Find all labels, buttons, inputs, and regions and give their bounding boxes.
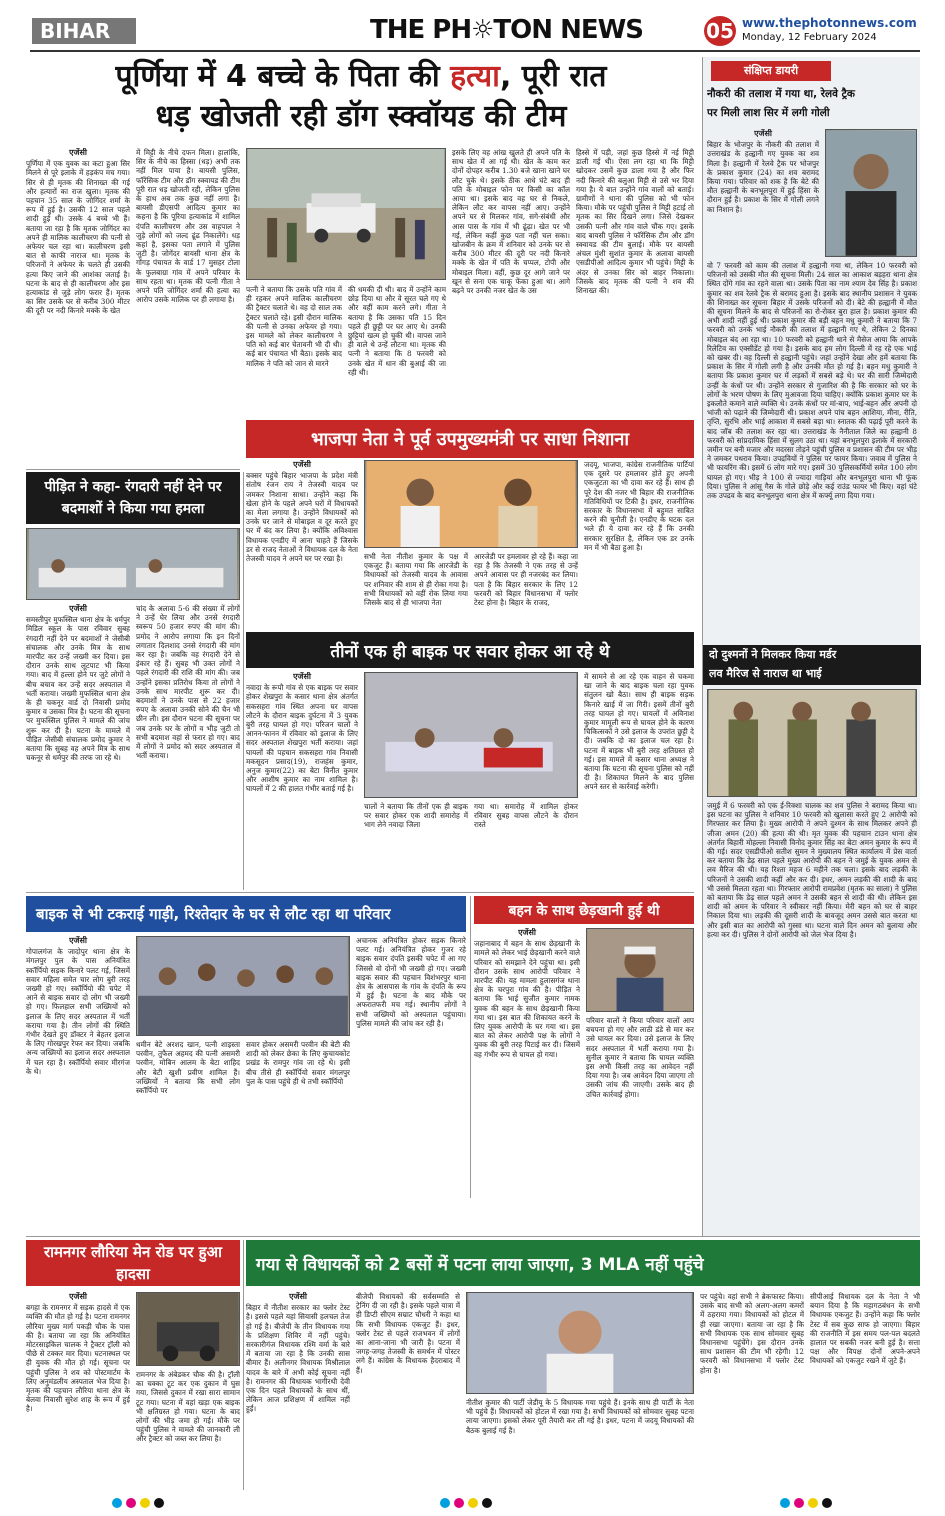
truck-byline: एजेंसी <box>69 936 87 945</box>
bike-photo <box>364 672 578 798</box>
divider-mid-row <box>26 892 694 893</box>
gaya-col-5-text: सीपीआई विधायक दल के नेता ने भी बयान दिया है कि महागठबंधन के सभी विधायक एकजुट हैं। उन्होंने कहा कि फ्लोर टेस्ट में सब कुछ साफ हो जाएगा। बिहार की राजनीति में इस समय पल-पल बदलते हालात पर सबकी नजर बनी हुई है। सत्ता पक्ष और विपक्ष दोनों अपने-अपने विधायकों को एकजुट रखने में जुटे हैं। <box>810 1292 920 1366</box>
lead-photo <box>246 148 446 280</box>
divider-col-a <box>243 472 244 890</box>
sidebar-story1-headline <box>707 85 917 125</box>
registration-dot-black <box>154 1498 164 1508</box>
hospital-photo-icon <box>27 529 239 599</box>
police-vehicle-photo-icon <box>247 149 445 279</box>
truck-col-1-text: गोपालगंज के जादोपुर थाना क्षेत्र के मंगलपुर पुल के पास अनियंत्रित स्कॉर्पियो सड़क किनारे पलट गई, जिसमें सवार महिला समेत चार लोग बुरी तरह जख्मी हो गए। स्कॉर्पियो की चपेट में आने से बाइक सवार दो लोग भी जख्मी हो गए। फिलहाल सभी जख्मियों को इलाज के लिए सदर अस्पताल में भर्ती कराया गया है। तीन लोगों की स्थिति गंभीर देखते हुए डॉक्टर ने बेहतर इलाज के लिए गोरखपुर रेफर कर दिया। जबकि अन्य जख्मियों का इलाज सदर अस्पताल में चल रहा है। स्कॉर्पियो सवार मीरगंज के थे। <box>26 947 130 1076</box>
bjp-byline: एजेंसी <box>293 460 311 469</box>
gaya-col-4 <box>700 1292 804 1488</box>
pidit-col-2 <box>136 604 240 890</box>
ramnagar-col-1 <box>26 1292 130 1488</box>
truck-col-2-text: थमीन बेटे अरशद खान, पत्नी शाइस्ता परवीन, तुफैल अहमद की पत्नी असमरी परवीन, मोबिन आलम के बेटा शाहिद और बेटी खुशी प्रवीण शामिल हैं। जख्मियों ने बताया कि सभी लोग स्कॉर्पियो पर <box>136 1040 240 1096</box>
gaya-byline: एजेंसी <box>289 1292 307 1301</box>
sidebar <box>702 57 920 1237</box>
sidebar-story1-headline-line2: पर मिली लाश सिर में लगी गोली <box>707 107 830 119</box>
lead-headline-part1: पूर्णिया में 4 बच्चे के पिता की <box>115 59 451 94</box>
lead-col-3-text: पत्नी ने बताया कि उसके पति गांव में ही रहकर अपने मालिक कालीचरण की ट्रैक्टर चलाते थे। वह दो साल तक ट्रैक्टर चलाते रहे। इसी दौरान मालिक की पत्नी से उनका अफेयर हो गया। इस मामले को लेकर कालीचरण ने पति को कई बार चेतावनी भी दी थी। कई बार पंचायत भी बैठा। इसके बाद मालिक ने पति को जान से मारने <box>246 285 342 368</box>
leaders-photo-icon <box>365 461 577 547</box>
lead-col-6 <box>576 148 694 466</box>
sister-col-1-text: जहानाबाद में बहन के साथ छेड़खानी के मामले को लेकर भाई छेड़खानी करने वाले परिवार को समझाने देने पहुंचा था। इसी दौरान उसके साथ आरोपी परिवार ने मारपीट की। यह मामला हुलासगंज थाना क्षेत्र के चरपुरा गांव की है। पीड़ित ने बताया कि भाई सुजीत कुमार नामक युवक की बहन के साथ छेड़खानी किया गया था। इस बात की शिकायत करने के लिए युवक आरोपी के घर गया था। इस बात को लेकर आरोपी पक्ष के लोगों ने युवक की बुरी तरह पिटाई कर दी। जिसमें वह गंभीर रूप से घायल हो गया। <box>474 939 580 1059</box>
sidebar-label-text: संक्षिप्त डायरी <box>743 64 799 77</box>
sidebar-story2-headline-line2: लव मैरिज से नाराज था भाई <box>709 667 822 680</box>
lead-headline-line1 <box>26 57 696 97</box>
gaya-photo <box>466 1292 694 1394</box>
sister-photo <box>586 928 694 1012</box>
truck-col-2 <box>136 1040 240 1198</box>
bjp-col-1-text: बक्सर पहुंचे बिहार भाजपा के प्रदेश मंत्री संतोष रंजन राय ने तेजस्वी यादव पर जमकर निशाना साधा। उन्होंने कहा कि खेला होने के पहले अपने घरों में विधायकों का मेला लगाया है। उन्होंने विधायकों को उनके घर जाने से मोबाइल व दूर करते हुए घर में बंद कर लिया है। क्योंकि अविश्वास विधायक एनडीए में आना चाहते हैं जिसके डर से राजद नेताओं ने विधायक दल के नेता तेजस्वी यादव ने अपने घर पर रखा है। <box>246 471 358 564</box>
gaya-headline: गया से विधायकों को 2 बसों में पटना लाया जाएगा, 3 MLA नहीं पहुंचे <box>246 1240 920 1286</box>
gaya-col-4-text: पर पहुंचे। वहां सभी ने ब्रेकफास्ट किया। उसके बाद सभी को अलग-अलग कमरों में ठहराया गया। विधायकों को होटल में ही रखा जाएगा। बताया जा रहा है कि सभी विधायक एक साथ सोमवार सुबह विधानसभा पहुंचेंगे। इस दौरान उनके साथ प्रशासन की टीम भी रहेगी। 12 फरवरी को विधानसभा में फ्लोर टेस्ट होना है। <box>700 1292 804 1375</box>
registration-dot-black-3 <box>822 1498 832 1508</box>
masthead <box>0 0 945 50</box>
gaya-col-2 <box>356 1292 460 1488</box>
crowd-hospital-photo-icon <box>137 937 349 1035</box>
registration-dot-cyan-2 <box>440 1498 450 1508</box>
gaya-col-3-text: नीतीश कुमार की पार्टी जेडीयू के 5 विधायक गया पहुंचे हैं। इनके साथ ही पार्टी के नेता भी पहुंचे हैं। विधायकों को होटल में रखा गया है। सभी विधायकों को सोमवार सुबह पटना लाया जाएगा। इसको लेकर पूरी तैयारी कर ली गई है। इधर, पटना में जदयू विधायकों की बैठक बुलाई गई है। <box>466 1398 694 1435</box>
lead-col-5 <box>452 148 570 466</box>
bjp-col-2 <box>364 552 468 626</box>
registration-dot-yellow-2 <box>468 1498 478 1508</box>
lead-headline-line2: धड़ खोजती रही डॉग स्क्वॉयड की टीम <box>155 99 567 134</box>
sister-byline: एजेंसी <box>518 928 536 937</box>
bjp-col-3 <box>474 552 578 626</box>
lead-headline-highlight: हत्या <box>450 59 500 94</box>
bjp-col-4-text: जदयू, भाजपा, कांग्रेस राजनीतिक पार्टियां एक दूसरे पर हमलावर होते हुए अपनी एकजुटता का भी दावा कर रहे हैं। साथ ही पूरे देश की नजर भी बिहार की राजनीतिक गतिविधियों पर टिकी है। इधर, राजनीतिक सरकार के विधानसभा में बहुमत साबित करने की चुनौती है। एनडीए के घटक दल भले ही ये दावा कर रहे हैं कि उनकी सरकार सुरक्षित है, लेकिन एक डर उनके मन में भी बैठा हुआ है। <box>584 460 694 552</box>
lead-byline: एजेंसी <box>69 148 87 157</box>
divider-lead-bottom <box>26 469 240 470</box>
lead-col-2 <box>136 148 240 466</box>
sidebar-story1-headline-line1: नौकरी की तलाश में गया था, रेलवे ट्रैक <box>707 88 855 100</box>
truck-col-1 <box>26 936 130 1198</box>
truck-col-3 <box>246 1040 350 1198</box>
bike-col-1-text: नवादा के रूपौ गांव से एक बाइक पर सवार होकर शेखपुरा के कसार थाना क्षेत्र अंतर्गत सकसहरा गांव स्थित अपना घर वापस लौटने के दौरान बाइक दुर्घटना में 3 युवक बुरी तरह घायल हो गए। परिजन चालों ने आनन-फानन में रविवार को इलाज के लिए सदर अस्पताल शेखपुरा भर्ती कराया। जहां घायलों की पहचान सकसहरा गांव निवासी मकसूदन प्रसाद(19), राजहंस कुमार, अनुज कुमार(22) का बेटा विनीत कुमार और आशीष कुमार का नाम शामिल है। घायलों में 2 की हालत गंभीर बताई गई है। <box>246 683 358 794</box>
registration-dot-magenta <box>126 1498 136 1508</box>
bjp-col-3-text: आरजेडी पर हमलावर हो रहे हैं। कहा जा रहा है कि तेजस्वी ने एक तरह से उन्हें अपने आवास पर ही नजरबंद कर लिया। पता है कि बिहार सरकार के लिए 12 फरवरी को बिहार विधानसभा में फ्लोर टेस्ट होना है। बिहार के राजद, <box>474 552 578 608</box>
sidebar-story2-headline-line1: दो दुश्मनों ने मिलकर किया मर्डर <box>709 648 837 661</box>
ramnagar-col-2-text: रामनगर के अंबेडकर चौक की है। ट्रॉली का चक्का टूट कर एक दुकान में घुस गया, जिससे दुकान में रखा सारा सामान टूट गया। घटना में वहां खड़ा एक बाइक भी क्षतिग्रस्त हो गया। घटना के बाद लोगों की भीड़ जमा हो गई। मौके पर पहुंची पुलिस ने मामले की जानकारी ली और ट्रैक्टर को जब्त कर लिया है। <box>136 1370 240 1444</box>
registration-dot-cyan <box>112 1498 122 1508</box>
masthead-divider <box>30 50 920 52</box>
sister-col-2-text: परिवार वालों ने किया परिवार वालों आप बचपना हो गए और लाठी डंडे से मार कर उसे घायल कर दिया। उसे इलाज के लिए सदर अस्पताल में भर्ती कराया गया है। सुनील कुमार ने बताया कि घायल व्यक्ति इस अभी किसी तरह का आवेदन नहीं दिया गया है। जब आवेदन दिया जाएगा तो उसकी जांच की जाएगी। उसके बाद ही उचित कार्रवाई होगा। <box>586 1016 694 1099</box>
sidebar-story2-headline <box>703 645 921 685</box>
ramnagar-photo <box>136 1292 240 1366</box>
pidit-col-1-text: समस्तीपुर मुफस्सिल थाना क्षेत्र के धर्मपुर मिडिल स्कूल के पास रविवार सुबह रंगदारी नहीं देने पर बदमाशों ने जेसीबी संचालक और उनके मित्र के साथ मारपीट कर उन्हें जख्मी कर दिया। इस दौरान उनके साथ लूटपाट भी किया गया। बाद में हल्ला होने पर जुटे लोगों ने बीच बचाव कर उन्हें सदर अस्पताल में भर्ती कराया। जख्मी मुफस्सिल थाना क्षेत्र के ही चकनूर वार्ड दो निवासी प्रमोद कुमार व उसका मित्र है। घटना की सूचना पर मुफस्सिल पुलिस ने मामले की जांच शुरू कर दी है। घटना के मामले में पीड़ित जेसीबी संचालक प्रमोद कुमार ने बताया कि सुबह वह अपने मित्र के साथ चकनूर से धर्मपुर की तरफ जा रहे थे। <box>26 615 130 763</box>
truck-headline: बाइक से भी टकराई गाड़ी, रिश्तेदार के घर से लौट रहा था परिवार <box>26 896 466 932</box>
sidebar-story1-intro-text: बिहार के भोजपुर के नौकरी की तलाश में उत्तराखंड के हल्द्वानी गए युवक का शव मिला है। हल्द्वानी में रेलवे ट्रैक पर भोजपुर के प्रकाश कुमार (24) का शव बरामद किया गया। परिवार को शक है कि बेटे की मौत हल्द्वानी के बनभूलपुरा में हुई हिंसा के दौरान हुई है। प्रकाश के सिर में गोली लगने का निशान है। <box>707 140 819 214</box>
truck-col-4 <box>356 936 466 1198</box>
registration-dot-magenta-3 <box>794 1498 804 1508</box>
truck-col-4-text: अचानक अनियंत्रित होकर सड़क किनारे पलट गई। अनियंत्रित होकर गुजर रहे बाइक सवार दंपति इसकी चपेट में आ गए जिससे वो दोनों भी जख्मी हो गए। जख्मी बाइक सवार की पहचान विशंभरपुर थाना क्षेत्र के आसपास के गांव के दंपति के रूप में हुई है। घटना के बाद मौके पर अफरातफरी मच गई। स्थानीय लोगों ने सभी जख्मियों को अस्पताल पहुंचाया। पुलिस मामले की जांच कर रही है। <box>356 936 466 1028</box>
sister-headline: बहन के साथ छेड़खानी हुई थी <box>474 896 694 924</box>
bjp-col-1 <box>246 460 358 626</box>
bjp-col-4 <box>584 460 694 626</box>
registration-dot-magenta-2 <box>454 1498 464 1508</box>
section-label: BIHAR <box>40 19 111 43</box>
pidit-photo <box>26 528 240 600</box>
lead-col-6-text: हिस्से में पड़ी, जहां कुछ हिस्से में नई मिट्टी डाली गई थी। ऐसा लग रहा था कि मिट्टी खोदकर उसमें कुछ डाला गया है और फिर नदी किनारे की बलुआ मिट्टी से उसे भर दिया गया है। ये बात उन्होंने गांव वालों को बताई। ग्रामीणों ने थाना की पुलिस को भी फोन किया। मौके पर पहुंची पुलिस ने मिट्टी हटाई तो मृतक का सिर दिखने लगा। जिसे देखकर उसकी पत्नी और गांव वाले चौंक गए। इसके बाद बायसी पुलिस ने फॉरेंसिक टीम और डॉग स्क्वायड की टीम बुलाई। मौके पर बायसी अंचल मुंशी सुशांत कुमार के अलावा बायसी एसडीपीओ आदित्य कुमार भी पहुंचे। मिट्टी के अंदर से उनका सिर को बाहर निकाला। जिसके बाद मृतक की पत्नी ने शव की शिनाख्त की। <box>576 148 694 296</box>
bike-col-4 <box>584 672 694 890</box>
ramnagar-col-2 <box>136 1370 240 1488</box>
police-arrest-photo-icon <box>708 690 916 796</box>
injured-patients-photo-icon <box>365 673 577 797</box>
gaya-col-2-text: बीजेपी विधायकों की सर्वसम्मति से ट्रेनिंग दी जा रही है। इसके पहले यात्रा में ही डिप्टी सीएम सम्राट चौधरी ने कहा था कि सभी विधायक एकजुट हैं। इधर, फ्लोर टेस्ट से पहले राजभवन में लोगों का आना-जाना भी जारी है। पटना में जगह-जगह तेजस्वी के समर्थन में पोस्टर लगे हैं। कांग्रेस के विधायक हैदराबाद में हैं। <box>356 1292 460 1375</box>
chief-minister-photo-icon <box>467 1293 693 1393</box>
divider-col-c <box>470 896 471 1198</box>
registration-dot-black-2 <box>482 1498 492 1508</box>
logo: THE PH☼TON NEWS <box>370 15 644 45</box>
sidebar-story1-body <box>707 261 917 641</box>
sidebar-story2-body-text: जमुई में 6 फरवरी को एक ई-रिक्शा चालक का शव पुलिस ने बरामद किया था। इस घटना का पुलिस ने शनिवार 10 फरवरी को खुलासा करते हुए 2 आरोपी को गिरफ्तार कर लिया है। मुख्य आरोपी ने अपने दुश्मन के साथ मिलकर अपने ही जीजा अमन (20) की हत्या की थी। मृत युवक की पहचान टाउन थाना क्षेत्र अंतर्गत बिहारी मोहल्ला निवासी विनोद कुमार सिंह का बेटा अमन कुमार के रूप में की गई। सदर एसडीपीओ सतीश सुमन ने मुख्यालय स्थित कार्यालय में प्रेस वार्ता कर बताया कि डेढ़ साल पहले मुख्य आरोपी की बहन ने जमुई के युवक अमन से लव मैरिज की थी। यह रिश्ता महज 6 महीने तक चला। इसके बाद लड़की के परिजनों ने उसकी शादी कहीं और कर दी। इधर, अमन लड़की की शादी के बाद भी उससे मिलता रहता था। गिरफ्तार आरोपी रामप्रवेश (मृतक का साला) ने पुलिस को बताया कि डेढ़ साल पहले अमन ने उसकी बहन से शादी की थी। लेकिन इस शादी को अमन के परिवार ने स्वीकार नहीं किया। मेरी बहन को घर से बाहर निकाल दिया था। लड़की की दूसरी शादी के बावजूद अमन उससे बात करता था और इसी बात का आरोपी को गुस्सा था। घटना वाले दिन अमन को बुलाया और हत्या कर दी। पुलिस ने दोनों आरोपी को जेल भेज दिया है। <box>707 801 917 939</box>
bike-col-1 <box>246 672 358 890</box>
pidit-col-1 <box>26 604 130 890</box>
sidebar-story2-photo <box>707 689 917 797</box>
bike-byline: एजेंसी <box>293 672 311 681</box>
sidebar-story1-byline: एजेंसी <box>754 129 772 138</box>
lead-headline <box>26 57 696 141</box>
sidebar-story2-body <box>707 801 917 1231</box>
gaya-col-3 <box>466 1398 694 1488</box>
sister-col-1 <box>474 928 580 1198</box>
divider-col-b <box>243 1240 244 1490</box>
issue-date: Monday, 12 February 2024 <box>742 32 877 43</box>
bjp-col-2-text: सभी नेता नीतीश कुमार के पक्ष में एकजुट हैं। बताया गया कि आरजेडी के विधायकों को तेजस्वी यादव के आवास पर शनिवार की शाम से ही रोका गया है। सभी विधायकों को वहीं रोक लिया गया जिसके बाद से ही भाजपा नेता <box>364 552 468 608</box>
registration-dot-yellow-3 <box>808 1498 818 1508</box>
bike-col-3 <box>474 802 578 890</box>
pidit-col-2-text: चांद के अलावा 5-6 की संख्या में लोगों ने उन्हें घेर लिया और उनसे रंगदारी स्वरूप 50 हजार रुपए की मांग की। प्रमोद ने आरोप लगाया कि इन दिनों लगातार दिलशाद उनसे रंगदारी की मांग कर रहा है। जबकि वह रंगदारी देने से इंकार रहे हैं। सुबह भी उक्त लोगों ने पहले रंगदारी की राशि की मांग की। जब उन्होंने इसका प्रतिरोध किया तो लोगों ने उनके साथ मारपीट शुरू कर दी। बदमाशों ने उनके पास से 22 हजार रुपए के अलावा उनकी सोने की चैन भी छीन ली। इस दौरान घटना की सूचना पर जब उनके घर के लोगों व भीड़ जुटी तो सभी बदमाश वहां से फरार हो गए। बाद में लोगों ने प्रमोद को सदर अस्पताल में भर्ती कराया। <box>136 604 240 761</box>
truck-col-3-text: सवार होकर असमरी परवीन की बेटी की शादी को लेकर छेका के लिए कुचायकोट प्रखंड के रामपुर गांव जा रहे थे। इसी बीच तीसे ही स्कॉर्पियो सवार मंगलपुर पुल के पास पहुंचे ही थे तभी स्कॉर्पियो <box>246 1040 350 1086</box>
registration-dot-yellow <box>140 1498 150 1508</box>
registration-dot-cyan-3 <box>780 1498 790 1508</box>
sister-col-2 <box>586 1016 694 1198</box>
pidit-headline: पीड़ित ने कहा- रंगदारी नहीं देने पर बदमाशों ने किया गया हमला <box>26 472 240 524</box>
bike-col-2 <box>364 802 468 890</box>
bike-col-3-text: गया था। समारोह में शामिल होकर रविवार सुबह वापस लौटने के दौरान रास्ते <box>474 802 578 830</box>
website-link[interactable]: www.thephotonnews.com <box>742 16 917 30</box>
pidit-byline: एजेंसी <box>69 604 87 613</box>
lead-col-1 <box>26 148 130 466</box>
bike-headline: तीनों एक ही बाइक पर सवार होकर आ रहे थे <box>246 632 694 668</box>
divider-lower-row <box>26 1236 920 1237</box>
ramnagar-byline: एजेंसी <box>69 1292 87 1301</box>
ramnagar-col-1-text: बगहा के रामनगर में सड़क हादसे में एक व्यक्ति की मौत हो गई है। पटना रामनगर लौरिया मुख्य मार्ग पकड़ी चौक के पास की है। बताया जा रहा कि अनियंत्रित मोटरसाइकिल चालक ने ट्रैक्टर ट्रॉली को पीछे से टक्कर मार दिया। घटनास्थल पर ही युवक की मौत हो गई। सूचना पर पहुंची पुलिस ने शव को पोस्टमार्टम के लिए अनुमंडलीय अस्पताल भेज दिया है। मृतक की पहचान लौरिया थाना क्षेत्र के बेलवा निवासी सुरेश शाह के रूप में हुई है। <box>26 1303 130 1414</box>
injured-man-photo-icon <box>587 929 693 1011</box>
sidebar-story1-photo <box>825 129 917 257</box>
bjp-photo <box>364 460 578 548</box>
lead-col-1-text: पूर्णिया में एक युवक का कटा हुआ सिर मिलने से पूरे इलाके में हड़कंप मच गया। सिर से ही मृतक की शिनाख्त की गई और हत्यारों का राज खुला। मृतक की पहचान 35 साल के जोगिंदर शर्मा के रूप में हुई है। उसकी 12 साल पहले शादी हुई थी। उसके 4 बच्चे भी हैं। बताया जा रहा है कि मृतक जोगिंदर का अपने ही मालिक कालीचरण की पत्नी से अफेयर चल रहा था। कालीचरण इसी बात से काफी नाराज था। मृतक के परिजनों ने अफेयर के चलते ही उसकी हत्या किए जाने की आशंका जताई है। घटना के बाद से ही कालीचरण और इस हत्याकांड से जुड़े लोग फरार हैं। मृतक का सिर उसके घर से करीब 300 मीटर की दूरी पर नदी किनारे मक्के के खेत <box>26 159 130 316</box>
bjp-headline: भाजपा नेता ने पूर्व उपमुख्यमंत्री पर साधा निशाना <box>246 420 694 458</box>
ramnagar-headline: रामनगर लौरिया मेन रोड पर हुआ हादसा <box>26 1240 240 1286</box>
lead-col-5-text: इसके लिए वह आंख खुलते ही अपने पति के साथ खेत में आ गई थी। खेत के काम कर दोनों दोपहर करीब 1.30 बजे खाना खाने घर लौट चुके थे। इसके ठीक आधे घंटे बाद ही पति के मोबाइल फोन पर किसी का कॉल आया था। इसके बाद वह घर से निकले, लेकिन लौट कर वापस नहीं आए। उन्होंने अपने घर से मिलकर गांव, सगे-संबंधी और आस पास के गांव में भी ढूंढ़ा। खेत पर भी गई, लेकिन कहीं कुछ पता नहीं चल सका। खोजबीन के क्रम में शनिवार को उनके घर से करीब 300 मीटर की दूरी पर नदी किनारे मक्के के खेत में पति के चप्पल, टोपी और मोबाइल मिला। वहीं, कुछ दूर आगे जाने पर खून से सना एक चाकू फेंका हुआ था। आगे बढ़ने पर उनकी नजर खेत के उस <box>452 148 570 296</box>
sidebar-story1-intro <box>707 129 819 259</box>
sidebar-story1-body-text: वो 7 फरवरी को काम की तलाश में हल्द्वानी गया था, लेकिन 10 फरवरी को परिजनों को उसकी मौत की सूचना मिली। 24 साल का आकाश बड़हरा थाना क्षेत्र स्थित दोंगे गांव का रहने वाला था। उसके पिता का नाम श्याम देव सिंह है। प्रकाश कुमार का शव रेलवे ट्रैक से बरामद हुआ है। इसके बाद स्थानीय प्रशासन ने युवक की शिनाख्त कर सूचना बिहार में उसके परिजनों को दी। बेटे की हल्द्वानी में मौत की सूचना मिलने के बाद से परिजनों का रो-रोकर बुरा हाल है। प्रकाश कुमार की अभी शादी नहीं हुई थी। प्रकाश कुमार की बड़ी बहन मधु कुमारी ने बताया कि 7 फरवरी को उनके भाई नौकरी की तलाश में हल्द्वानी गए थे, लेकिन 2 दिनका मोबाइल बंद आ रहा था। 10 फरवरी को हल्द्वानी थाने से मैसेज आया कि आपके रिलेटिव का एक्सीडेंट हो गया है। इसके बाद हम लोग दिल्ली में रह रहे एक भाई को खबर दी। वह दिल्ली से हल्द्वानी पहुंचे। जहां उन्होंने देखा और हमें बताया कि प्रकाश के सिर में गोली लगी है और उनकी मौत हो गई है। बहन मधु कुमारी ने बताया कि प्रकाश कुमार घर में लड़कों में सबसे बड़े थे। घर की सारी जिम्मेदारी उन्हीं के कंधों पर थी। उन्होंने सरकार से गुजारिश की है कि सरकार को घर के लोगों के भरण पोषण के लिए मुआवजा दिया चाहिए। क्योंकि प्रकाश कुमार घर के इकलौते कमाने वाले व्यक्ति थे। उनके कंधों पर मां-बाप, भाई-बहन और अपनी दो भांजी को पढ़ाने की जिम्मेदारी थी। प्रकाश अपने पांच बहन आशिया, मीना, रीति, तृप्ति, सुरभि और भाई आकाश में सबसे बड़ा था। स्नातक की पढ़ाई पूरी करने के बाद जॉब की तलाश कर रहा था। उत्तराखंड के नैनीताल जिले का हल्द्वानी 8 फरवरी को सांप्रदायिक हिंसा में सुलग उठा था। यहां बनभूलपुरा इलाके में सरकारी जमीन पर बनी मजार और मदरसा तोड़ने पहुंची पुलिस व प्रशासन की टीम पर भीड़ ने जमकर पथराव किया। उपद्रवियों ने पुलिस पर फायर किया। जवाब में पुलिस ने भी फायरिंग की। इसमें 6 लोग मारे गए। इसमें 30 पुलिसकर्मियों समेत 100 लोग घायल हो गए। भीड़ ने 100 से ज्यादा गाड़ियां और बनभूलपुरा थाना भी फूंक दिया। पुलिस ने आंसू गैस के गोले छोड़े और कई राउंड फायर भी किए। वहां घंटे तक उपद्रव के बाद बनभूलपुरा थाना क्षेत्र में कर्फ्यू लगा दिया गया। <box>707 261 917 501</box>
gaya-col-1 <box>246 1292 350 1488</box>
bike-col-2-text: चालों ने बताया कि तीनों एक ही बाइक पर सवार होकर एक शादी समारोह में भाग लेने नवादा जिला <box>364 802 468 830</box>
page-number: 05 <box>704 16 736 46</box>
lead-col-2-text: में मिट्टी के नीचे दफन मिला। हालांकि, सिर के नीचे का हिस्सा (धड़) अभी तक नहीं मिल पाया है। बायसी पुलिस, फॉरेंसिक टीम और डॉग स्क्वायड की टीम पूरी रात धड़ खोजती रही, लेकिन पुलिस के हाथ अब तक कुछ नहीं लगा है। बायसी डीएसपी आदित्य कुमार का कहना है कि पूरिया हत्याकांड में शामिल दंपति कालीचरण और उस वाहपाल ने जुड़े लोगों को जल्द ढूंढ निकालेंगे। धड़ कहां है, इसका पता लगाने में पुलिस जुटी है। जोगेंदर बायसी थाना क्षेत्र के गोंगड़ पंचायत के वार्ड 17 मुसहर टोला के फुलबाग्रा गांव में अपने परिवार के साथ रहता था। मृतक की पत्नी गीता ने अपने पति जोगिंदर शर्मा की हत्या का आरोप उसके मालिक पर ही लगाया है। <box>136 148 240 305</box>
gaya-col-5 <box>810 1292 920 1488</box>
section-tag <box>32 18 136 44</box>
portrait-photo-icon <box>826 130 916 256</box>
accident-scene-photo-icon <box>137 1293 239 1365</box>
bike-col-4-text: में सामने से आ रहे एक वाहन से चकमा खा जाने के बाद बाइक चला रहा युवक संतुलन खो बैठा। साथ ही बाइक सड़क किनारे खाई में जा गिरी। इसमें तीनों बुरी तरह घायल हो गए। घायलों में अविनाश कुमार मामूली रूप से घायल होने के कारण चिकित्सकों ने उसे इलाज के उपरांत छुट्टी दे दी। जबकि दो का इलाज चल रहा है। घटना में बाइक भी बुरी तरह क्षतिग्रस्त हो गई। इस मामले में कसार थाना अध्यक्ष ने बताया कि घटना की सूचना पुलिस को नहीं दी है। शिकायत मिलने के बाद पुलिस अपने स्तर से कार्रवाई करेगी। <box>584 672 694 792</box>
truck-photo <box>136 936 350 1036</box>
sidebar-label <box>711 61 831 81</box>
lead-headline-part2: , पूरी रात <box>499 59 607 94</box>
gaya-col-1-text: बिहार में नीतीश सरकार का फ्लोर टेस्ट है। इससे पहले यहां सियासी हलचल तेज हो गई है। बीजेपी के तीन विधायक गया के प्रशिक्षण शिविर में नहीं पहुंचे। सरकारीगंज विधायक रश्मि वर्मा के बारे में बताया जा रहा है कि उनकी सास बीमार हैं। अलीनगर विधायक मिश्रीलाल यादव के बारे में अभी कोई सूचना नहीं है। रामनगर की विधायक भागीरथी देवी एक दिन पहले विधायकों के साथ थीं, लेकिन आज प्रशिक्षण में शामिल नहीं हुईं। <box>246 1303 350 1414</box>
lead-col-4-text: की धमकी दी थी। बाद में उन्होंने काम छोड़ दिया था और वे सूरत चले गए थे और वहीं काम करने लगे। गीता ने बताया है कि उसका पति 15 दिन पहले ही छुट्टी पर घर आए थे। उनकी छुट्टियां खत्म हो चुकी थी। वापस जाने ही वाले थे उन्हें लौटना था। मृतक की पत्नी ने बताया कि 8 फरवरी को उनके खेत में धान की बुआई की जा रही थी। <box>348 285 446 377</box>
